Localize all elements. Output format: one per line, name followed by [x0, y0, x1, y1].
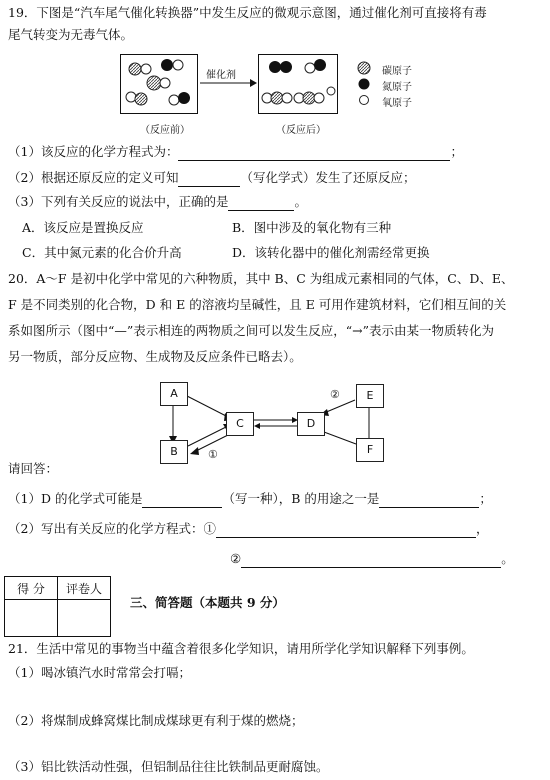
q20-part2-line2	[230, 550, 514, 568]
q21-part3: （3）铝比铁活动性强，但铝制品往往比铁制品更耐腐蚀。	[8, 759, 329, 774]
q20-part2-end1: ，	[475, 521, 489, 536]
before-molecules	[121, 55, 197, 113]
reaction-mark-2: ②	[330, 388, 340, 401]
oxygen-atom	[126, 92, 136, 102]
q20-part2-end2: 。	[501, 551, 514, 566]
before-reaction-box	[120, 54, 198, 114]
q20-line2: F 是不同类别的化合物，D 和 E 的溶液均呈碱性，且 E 可用作建筑材料，它们相互间的关	[8, 297, 507, 312]
q19-part2-text-a: （2）根据还原反应的定义可知	[8, 170, 179, 185]
q19-line2: 尾气转变为无毒气体。	[8, 27, 134, 42]
q19-equation-blank[interactable]	[178, 146, 450, 161]
q20-ask: 请回答：	[8, 461, 59, 476]
q20-part1-text-a: （1）D 的化学式可能是	[8, 491, 143, 506]
q19-option-a: A．该反应是置换反应	[22, 220, 144, 235]
q19-line1: 19．下图是“汽车尾气催化转换器”中发生反应的微观示意图，通过催化剂可直接将有毒	[8, 5, 487, 20]
arrow-e-to-d	[324, 400, 355, 413]
node-e: E	[356, 384, 384, 408]
catalyst-label: 催化剂	[206, 70, 236, 81]
q21-part1: （1）喝冰镇汽水时常常会打嗝；	[8, 665, 191, 680]
q20-equation2-blank[interactable]	[241, 553, 501, 568]
q19-part3	[8, 193, 307, 211]
q20-line4: 另一物质，部分反应物、生成物及反应条件已略去）。	[8, 349, 302, 364]
arrow-b-to-c	[188, 426, 228, 446]
q20-line1: 20．A～F 是初中化学中常见的六种物质，其中 B、C 为组成元素相同的气体，C、D、E、	[8, 271, 514, 286]
q19-option-d: D．该转化器中的催化剂需经常更换	[232, 245, 430, 260]
before-caption: （反应前）	[140, 125, 190, 136]
oxygen-atom	[305, 63, 315, 73]
reaction-arrow	[198, 78, 258, 88]
arrow-a-to-c	[187, 396, 230, 418]
score-label: 得 分	[5, 577, 58, 600]
q21-line1: 21．生活中常见的事物当中蕴含着很多化学知识，请用所学化学知识解释下列事例。	[8, 641, 474, 656]
oxygen-atom	[327, 87, 335, 95]
after-caption: （反应后）	[276, 125, 326, 136]
q19-option-c: C．其中氮元素的化合价升高	[22, 245, 182, 260]
q19-part3-end: 。	[294, 194, 307, 209]
q21-part2: （2）将煤制成蜂窝煤比制成煤球更有利于煤的燃烧；	[8, 713, 304, 728]
carbon-atom	[135, 93, 147, 105]
nitrogen-atom	[280, 61, 292, 73]
q19-part3-text: （3）下列有关反应的说法中，正确的是	[8, 194, 229, 209]
legend-carbon: 碳原子	[382, 66, 412, 77]
grader-label: 评卷人	[58, 577, 111, 600]
oxygen-atom	[169, 95, 179, 105]
q20-part2-mark2: ②	[230, 551, 242, 566]
carbon-atom	[271, 92, 283, 104]
score-table	[4, 576, 111, 637]
q20-part1-text-b: （写一种），B 的用途之一是	[222, 491, 380, 506]
atom-legend-icons	[352, 60, 378, 110]
q20-part2-mark1: ①	[203, 521, 216, 536]
legend-oxygen: 氧原子	[382, 98, 412, 109]
oxygen-atom	[282, 93, 292, 103]
grader-cell[interactable]	[58, 600, 111, 637]
q19-formula-blank[interactable]	[178, 172, 240, 187]
carbon-atom	[129, 63, 141, 75]
node-c: C	[226, 412, 254, 436]
reaction-mark-1: ①	[208, 448, 218, 461]
oxygen-atom-legend-icon	[360, 96, 369, 105]
q19-option-b: B．图中涉及的氧化物有三种	[232, 220, 392, 235]
nitrogen-atom	[178, 92, 190, 104]
q19-part2	[8, 169, 415, 187]
q20-part1	[8, 490, 492, 508]
q19-part1-end: ；	[450, 144, 463, 159]
node-a: A	[160, 382, 188, 406]
arrowhead-c-to-b	[190, 447, 199, 455]
node-d: D	[297, 412, 325, 436]
line-d-f	[324, 432, 356, 444]
arrowhead-d-to-c	[254, 423, 260, 429]
after-molecules	[259, 55, 337, 113]
q20-use-blank[interactable]	[379, 493, 479, 508]
nitrogen-atom	[161, 59, 173, 71]
q20-part2	[8, 520, 489, 538]
nitrogen-atom	[269, 61, 281, 73]
q20-part1-end: ；	[479, 491, 492, 506]
section-3-title: 三、简答题（本题共 9 分）	[130, 595, 285, 610]
q19-part2-text-b: （写化学式）发生了还原反应；	[240, 170, 416, 185]
oxygen-atom	[160, 78, 170, 88]
q20-equation1-blank[interactable]	[216, 523, 476, 538]
carbon-atom-legend-icon	[358, 62, 370, 74]
q19-part1-text: （1）该反应的化学方程式为：	[8, 144, 179, 159]
nitrogen-atom-legend-icon	[359, 79, 370, 90]
oxygen-atom	[141, 64, 151, 74]
node-b: B	[160, 440, 188, 464]
q20-part2-text: （2）写出有关反应的化学方程式：	[8, 521, 204, 536]
q20-formula-blank[interactable]	[142, 493, 222, 508]
after-reaction-box	[258, 54, 338, 114]
oxygen-atom	[173, 60, 183, 70]
oxygen-atom	[314, 93, 324, 103]
score-cell[interactable]	[5, 600, 58, 637]
node-f: F	[356, 438, 384, 462]
carbon-atom	[147, 76, 161, 90]
carbon-atom	[303, 92, 315, 104]
q19-part1	[8, 143, 463, 161]
legend-nitrogen: 氮原子	[382, 82, 412, 93]
nitrogen-atom	[314, 59, 326, 71]
q19-choice-blank[interactable]	[228, 196, 294, 211]
q20-line3: 系如图所示（图中“—”表示相连的两物质之间可以发生反应，“→”表示由某一物质转化为	[8, 323, 495, 338]
